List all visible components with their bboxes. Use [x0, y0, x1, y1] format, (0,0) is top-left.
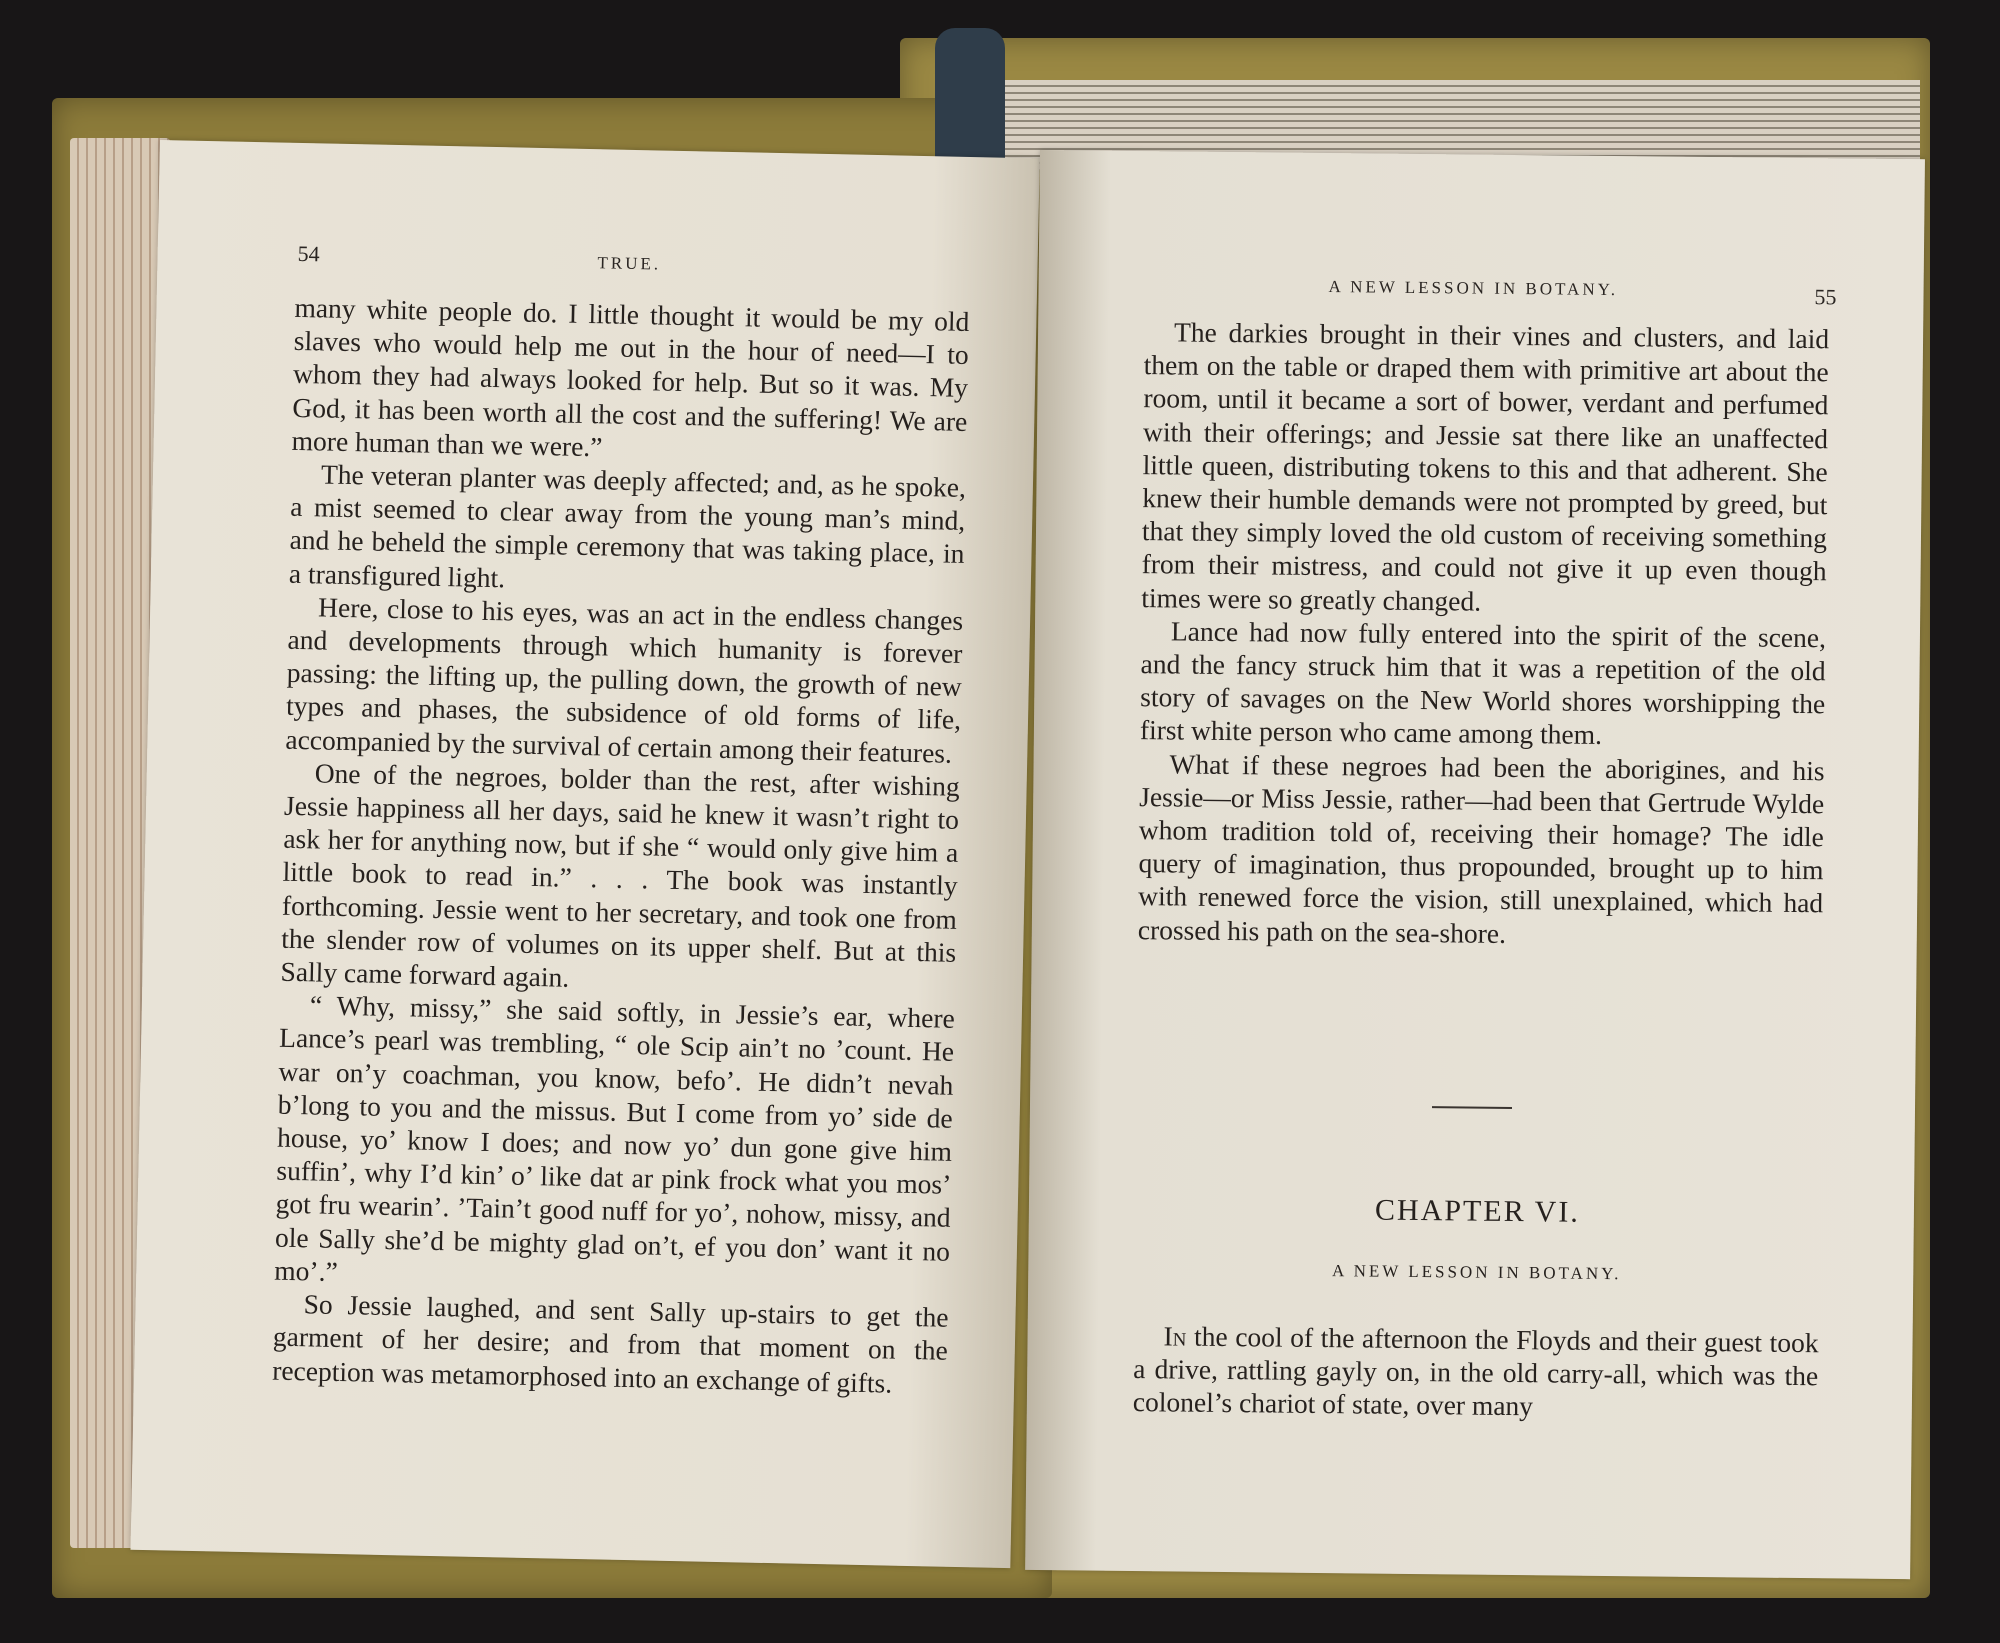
left-page	[130, 140, 1039, 1568]
chapter-dropcap: In	[1163, 1320, 1187, 1352]
page-number: 54	[297, 240, 320, 267]
right-page-text	[1138, 315, 1830, 953]
paragraph: “ Why, missy,” she said softly, in Jessie’s ear, where Lance’s pearl was trembling, “ ole Scip ain’t no ’count. He war on’y coachman, you know, befo’. He didn’t nevah b’long to you and the missus. But I come from yo’ side de house, yo’ know I does; and now yo’ dun gone give him suffin’, why I’d kin’ o’ like dat ar pink frock what you mos’ got fru wearin’. ’Tain’t good nuff for yo’, nohow, missy, and ole Sally she’d be mighty glad on’t, ef you don’ want it no mo’.”	[274, 989, 956, 1287]
chapter-heading: CHAPTER VI.	[1374, 1193, 1580, 1229]
paragraph: Here, close to his eyes, was an act in the endless changes and developments through which humanity is forever passing: the lifting up, the pulling down, the growth of new types and phases, the subsidence of old forms of life, accompanied by the survival of certain among their features.	[285, 591, 964, 769]
paragraph: many white people do. I little thought it would be my old slaves who would help me out in the hour of need—I to whom they had always looked for help. But so it was. My God, it has been worth all the cost and the suffering! We are more human than we were.”	[291, 291, 970, 463]
left-page-text	[272, 291, 970, 1401]
paragraph: The darkies brought in their vines and clusters, and laid them on the table or draped them with primitive art about the room, until it became a sort of bower, verdant and perfumed with their offerings; and Jessie sat there like an unaffected little queen, distributing tokens to this and that adherent. She knew their humble demands were not prompted by greed, but that they simply loved the old custom of receiving something from their mistress, and could not give it up even though times were so greatly changed.	[1141, 316, 1830, 617]
chapter-opening: the cool of the afternoon the Floyds and their guest took a drive, rattling gayly on, in the old carry-all, which was the colonel’s chariot of state, over many	[1132, 1320, 1819, 1422]
chapter-opening-text	[1133, 1319, 1819, 1426]
paragraph: The veteran planter was deeply affected; and, as he spoke, a mist seemed to clear away from the young man’s mind, and he beheld the simple ceremony that was taking place, in a transfigured light.	[288, 458, 967, 593]
section-rule	[1432, 1106, 1512, 1109]
running-head: TRUE.	[597, 253, 662, 274]
paragraph: Lance had now fully entered into the spirit of the scene, and the fancy struck him that it was a repetition of the old story of savages on the New World shores worshipping the first white person who came among them.	[1139, 615, 1827, 751]
right-page	[1025, 150, 1925, 1579]
running-head: A NEW LESSON IN BOTANY.	[1328, 277, 1619, 300]
chapter-subtitle: A NEW LESSON IN BOTANY.	[1331, 1261, 1622, 1284]
paragraph: One of the negroes, bolder than the rest, after wishing Jessie happiness all her days, said he knew it wasn’t right to ask her for anything now, but if she “ would only give him a little book to read in.” . . . The book was instantly forthcoming. Jessie went to her secretary, and took one from the slender row of volumes on its upper shelf. But at this Sally came forward again.	[280, 757, 960, 993]
paragraph: So Jessie laughed, and sent Sally up-stairs to get the garment of her desire; and from that moment on the reception was metamorphosed into an exchange of gifts.	[271, 1288, 949, 1399]
page-number: 55	[1814, 284, 1837, 310]
paragraph: What if these negroes had been the aborigines, and his Jessie—or Miss Jessie, rather—had been that Gertrude Wylde whom tradition told of, receiving their homage? The idle query of imagination, thus propounded, brought up to him with renewed force the vision, still unexplained, which had crossed his path on the sea-shore.	[1137, 748, 1825, 949]
